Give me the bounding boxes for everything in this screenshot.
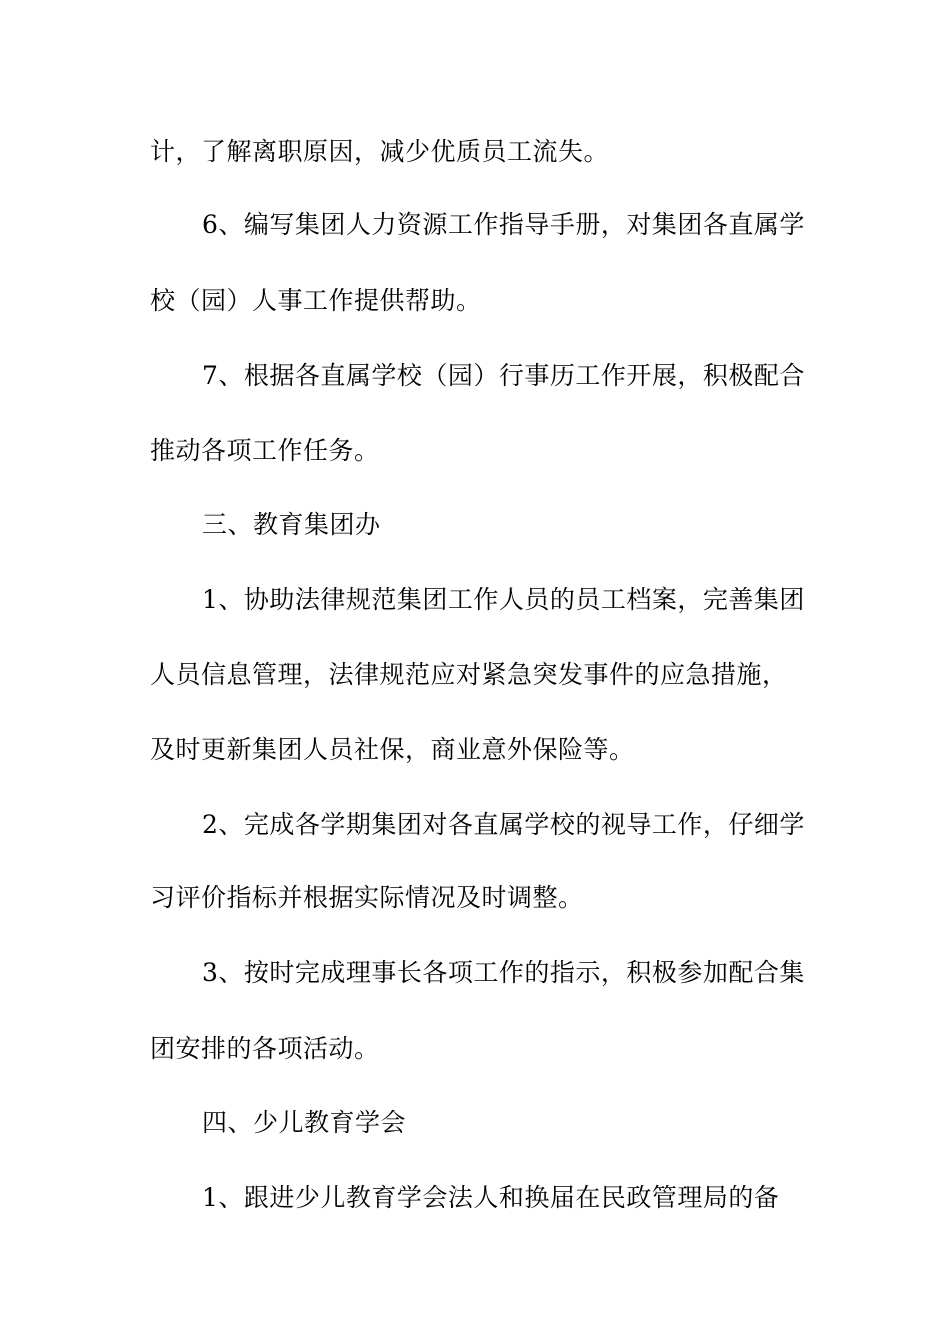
text-line-4: 7、根据各直属学校（园）行事历工作开展，积极配合 xyxy=(202,361,805,390)
text-line-11: 习评价指标并根据实际情况及时调整。 xyxy=(150,883,584,912)
section-heading-3: 三、教育集团办 xyxy=(202,510,381,539)
text-line-1: 计，了解离职原因，减少优质员工流失。 xyxy=(150,137,610,166)
text-line-10: 2、完成各学期集团对各直属学校的视导工作，仔细学 xyxy=(202,810,805,839)
text-line-8: 人员信息管理，法律规范应对紧急突发事件的应急措施， xyxy=(150,660,788,689)
section-heading-4: 四、少儿教育学会 xyxy=(202,1108,407,1137)
text-line-5: 推动各项工作任务。 xyxy=(150,436,380,465)
text-line-13: 团安排的各项活动。 xyxy=(150,1034,380,1063)
text-line-7: 1、协助法律规范集团工作人员的员工档案，完善集团 xyxy=(202,585,805,614)
text-line-3: 校（园）人事工作提供帮助。 xyxy=(150,286,482,315)
text-line-15: 1、跟进少儿教育学会法人和换届在民政管理局的备 xyxy=(202,1183,780,1212)
text-line-12: 3、按时完成理事长各项工作的指示，积极参加配合集 xyxy=(202,958,805,987)
text-line-9: 及时更新集团人员社保，商业意外保险等。 xyxy=(150,735,635,764)
text-line-2: 6、编写集团人力资源工作指导手册，对集团各直属学 xyxy=(202,210,805,239)
